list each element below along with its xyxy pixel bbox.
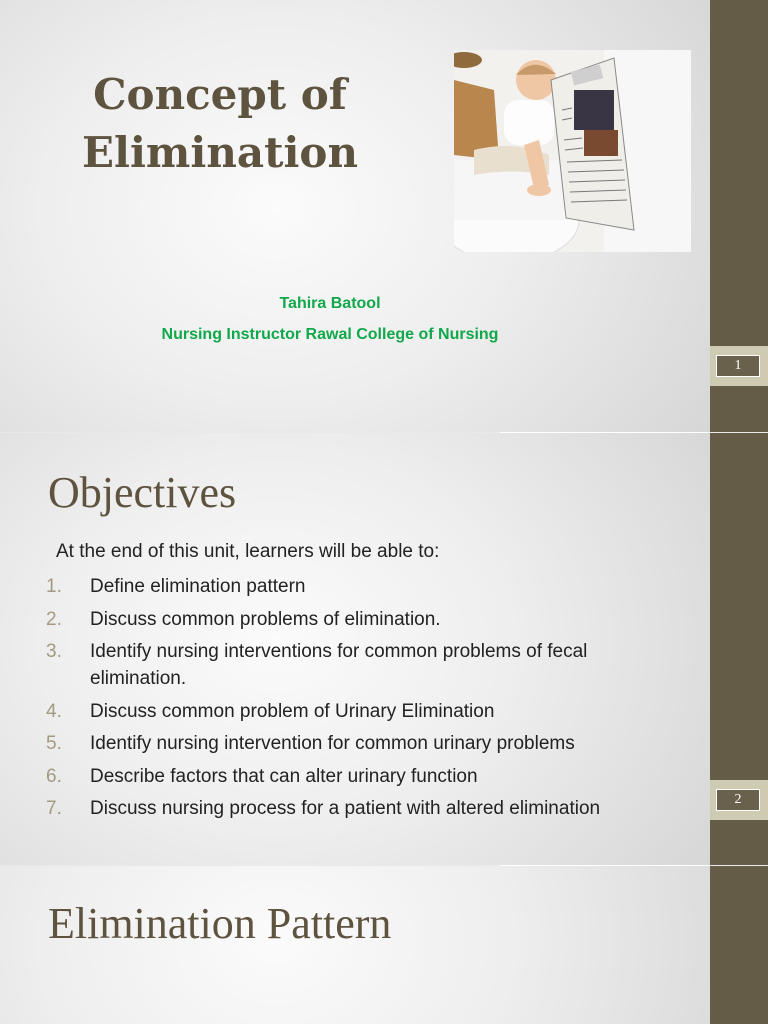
baby-newspaper-photo (454, 50, 691, 252)
slide-number: 2 (716, 789, 760, 811)
list-number: 2. (46, 608, 62, 630)
side-rail (710, 866, 768, 1024)
author-name: Tahira Batool (279, 295, 381, 312)
slide-title: Objectives (48, 468, 237, 517)
objectives-list (46, 573, 686, 828)
list-item (46, 795, 686, 822)
list-number: 3. (46, 641, 62, 662)
list-number: 6. (46, 765, 62, 787)
list-text: Define elimination pattern (90, 576, 306, 597)
slide-number: 1 (716, 355, 760, 377)
list-number: 5. (46, 733, 62, 754)
side-rail (710, 0, 768, 432)
slide-title: Concept of Elimination (82, 70, 358, 177)
list-item (46, 698, 686, 725)
list-text: Identify nursing intervention for common urinary problems (90, 733, 575, 754)
side-rail (710, 433, 768, 865)
list-number: 7. (46, 798, 62, 819)
slide-1 (0, 0, 768, 432)
list-text: Describe factors that can alter urinary function (90, 765, 478, 787)
list-number: 4. (46, 700, 62, 722)
objectives-intro: At the end of this unit, learners will be able to: (56, 541, 440, 562)
list-text: Identify nursing interventions for common problems of fecal elimination. (90, 641, 588, 689)
list-text: Discuss nursing process for a patient with altered elimination (90, 798, 601, 819)
list-item (46, 638, 686, 692)
author-affiliation: Nursing Instructor Rawal College of Nursing (161, 326, 499, 343)
list-number: 1. (46, 576, 62, 597)
list-item (46, 606, 686, 633)
list-item (46, 730, 686, 757)
photo-illustration (454, 50, 691, 252)
slide-3 (0, 866, 768, 1024)
slide-number-band (710, 346, 768, 386)
list-text: Discuss common problems of elimination. (90, 608, 441, 630)
list-item (46, 573, 686, 600)
slide-2 (0, 433, 768, 865)
list-item (46, 763, 686, 790)
slide-number-band (710, 780, 768, 820)
slide-title: Elimination Pattern (48, 899, 392, 948)
list-text: Discuss common problem of Urinary Elimination (90, 700, 495, 722)
